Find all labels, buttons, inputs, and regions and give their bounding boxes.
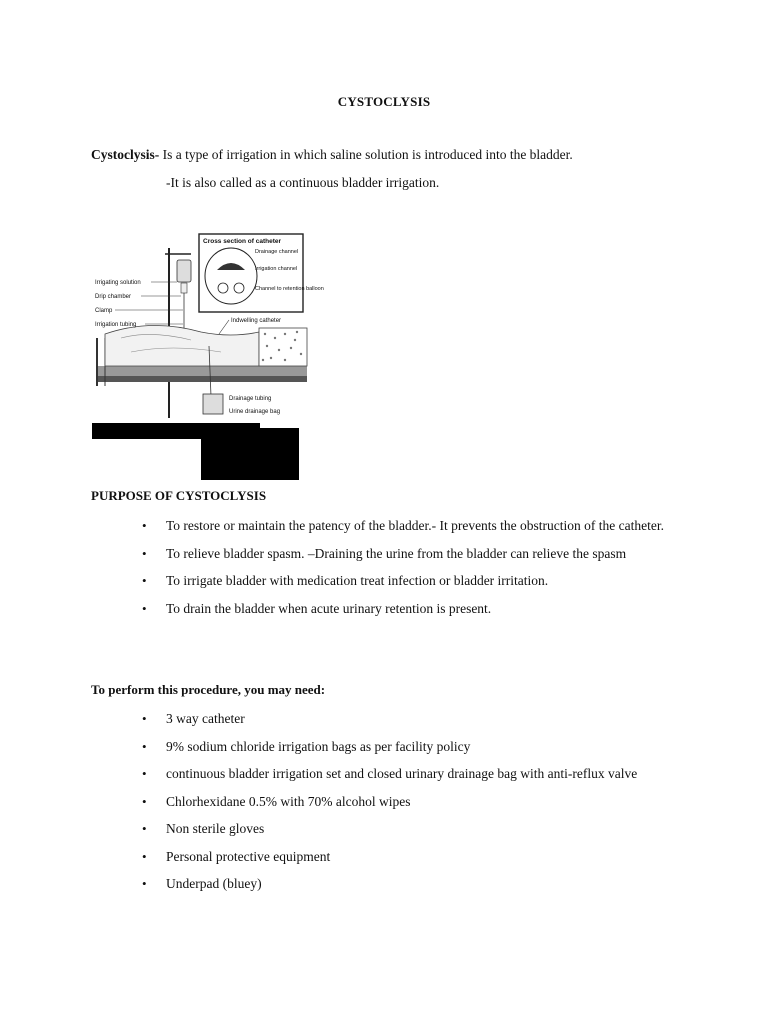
inset-label-2: Irrigation channel bbox=[255, 266, 298, 272]
needs-list bbox=[0, 705, 768, 898]
label-drainage-tubing: Drainage tubing bbox=[229, 396, 272, 402]
bullet-icon: • bbox=[142, 738, 147, 754]
intro-line-2: -It is also called as a continuous bladder irrigation. bbox=[166, 175, 440, 190]
bullet-icon: • bbox=[142, 848, 147, 864]
bullet-icon: • bbox=[142, 545, 147, 561]
inset-label-3: Channel to retention balloon bbox=[255, 286, 324, 292]
intro-definition bbox=[91, 147, 573, 163]
list-item: • To restore or maintain the patency of the bladder.- It prevents the obstruction of the catheter. bbox=[0, 512, 677, 540]
bullet-icon: • bbox=[142, 711, 147, 726]
list-item: • Underpad (bluey) bbox=[0, 870, 677, 898]
list-item: • 9% sodium chloride irrigation bags as per facility policy bbox=[0, 733, 677, 761]
list-item: • 3 way catheter bbox=[0, 705, 677, 733]
label-indwelling-catheter: Indwelling catheter bbox=[231, 318, 282, 324]
needs-heading: To perform this procedure, you may need: bbox=[91, 682, 326, 697]
label-clamp: Clamp bbox=[95, 308, 113, 314]
label-drip-chamber: Drip chamber bbox=[95, 294, 132, 300]
purpose-heading: PURPOSE OF CYSTOCLYSIS bbox=[91, 488, 267, 503]
list-item: • Personal protective equipment bbox=[0, 843, 677, 871]
intro-term: Cystoclysis- bbox=[91, 147, 160, 162]
list-item: • Non sterile gloves bbox=[0, 815, 677, 843]
list-item: • To drain the bladder when acute urinary retention is present. bbox=[0, 595, 677, 623]
intro-definition-text: Is a type of irrigation in which saline solution is introduced into the bladder. bbox=[159, 147, 573, 162]
bullet-icon: • bbox=[142, 821, 147, 836]
redaction-block bbox=[201, 428, 299, 480]
label-urine-drainage-bag: Urine drainage bag bbox=[229, 409, 281, 415]
bullet-icon: • bbox=[142, 766, 147, 781]
inset-title: Cross section of catheter bbox=[203, 238, 282, 245]
bullet-icon: • bbox=[142, 876, 147, 891]
bullet-icon: • bbox=[142, 573, 147, 588]
page-title: CYSTOCLYSIS bbox=[337, 94, 431, 109]
list-item: • To irrigate bladder with medication treat infection or bladder irritation. bbox=[0, 567, 677, 595]
bladder-irrigation-illustration bbox=[91, 226, 324, 422]
bullet-icon: • bbox=[142, 518, 147, 533]
label-irrigation-tubing: Irrigation tubing bbox=[95, 322, 137, 328]
purpose-list bbox=[0, 512, 768, 622]
list-item: • Chlorhexidane 0.5% with 70% alcohol wipes bbox=[0, 788, 677, 816]
inset-label-1: Drainage channel bbox=[255, 249, 299, 255]
list-item: • continuous bladder irrigation set and closed urinary drainage bag with anti-reflux valve bbox=[0, 760, 677, 788]
list-item: • To relieve bladder spasm. –Draining the urine from the bladder can relieve the spasm bbox=[0, 540, 677, 568]
label-irrigating-solution: Irrigating solution bbox=[95, 280, 141, 286]
bullet-icon: • bbox=[142, 793, 147, 809]
bullet-icon: • bbox=[142, 600, 147, 616]
